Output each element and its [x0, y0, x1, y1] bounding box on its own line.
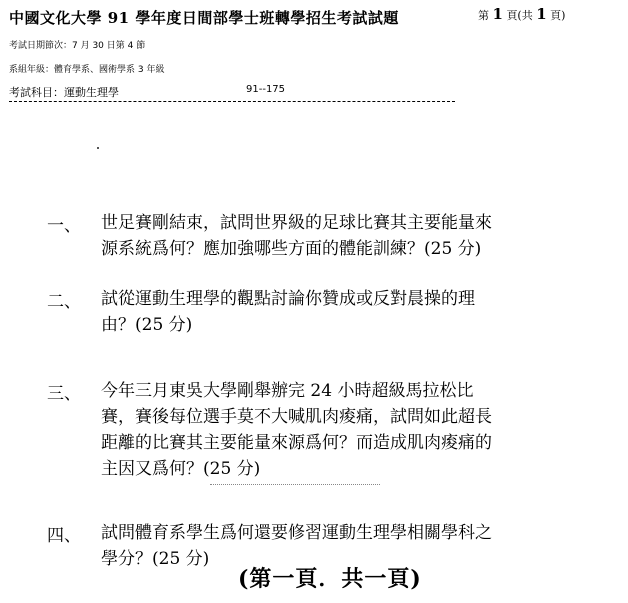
page-indicator	[478, 5, 565, 23]
page-footer: (第一頁．共一頁)	[238, 566, 422, 592]
scan-speck	[97, 147, 99, 149]
exam-code: 91--175	[246, 84, 286, 95]
question-3-text: 今年三月東吳大學剛舉辦完 24 小時超級馬拉松比 賽，賽後每位選手莫不大喊肌肉痠痛，試問如此超長 距離的比賽其主要能量來源爲何？而造成肌肉痠痛的 主因又爲何？(25 分)	[101, 381, 492, 479]
subject: 考試科目：運動生理學	[9, 86, 119, 99]
page-number: 1	[492, 5, 503, 23]
page-total: 1	[536, 5, 547, 23]
page-suffix: 頁)	[550, 9, 566, 22]
department-grade: 系組年級：體育學系、國術學系 3 年級	[9, 65, 165, 75]
question-4-text: 試問體育系學生爲何還要修習運動生理學相關學科之 學分？(25 分)	[101, 523, 492, 569]
question-2-number: 二、	[47, 292, 81, 312]
exam-time: 考試日期節次：7 月 30 日第 4 節	[9, 41, 146, 51]
header-divider	[9, 101, 455, 102]
exam-title: 中國文化大學 91 學年度日間部學士班轉學招生考試試題	[9, 9, 399, 27]
page-mid: 頁(共	[506, 9, 533, 22]
question-3-number: 三、	[47, 384, 81, 404]
page-prefix: 第	[478, 9, 489, 22]
subject-line	[9, 84, 286, 100]
question-4-number: 四、	[47, 526, 81, 546]
question-2-text: 試從運動生理學的觀點討論你贊成或反對晨操的理 由？(25 分)	[101, 289, 475, 335]
question-1-text: 世足賽剛結束，試問世界級的足球比賽其主要能量來 源系統爲何？應加強哪些方面的體能訓練？(25 分)	[101, 213, 492, 259]
question-1-number: 一、	[47, 216, 81, 236]
scan-specks	[210, 484, 380, 489]
